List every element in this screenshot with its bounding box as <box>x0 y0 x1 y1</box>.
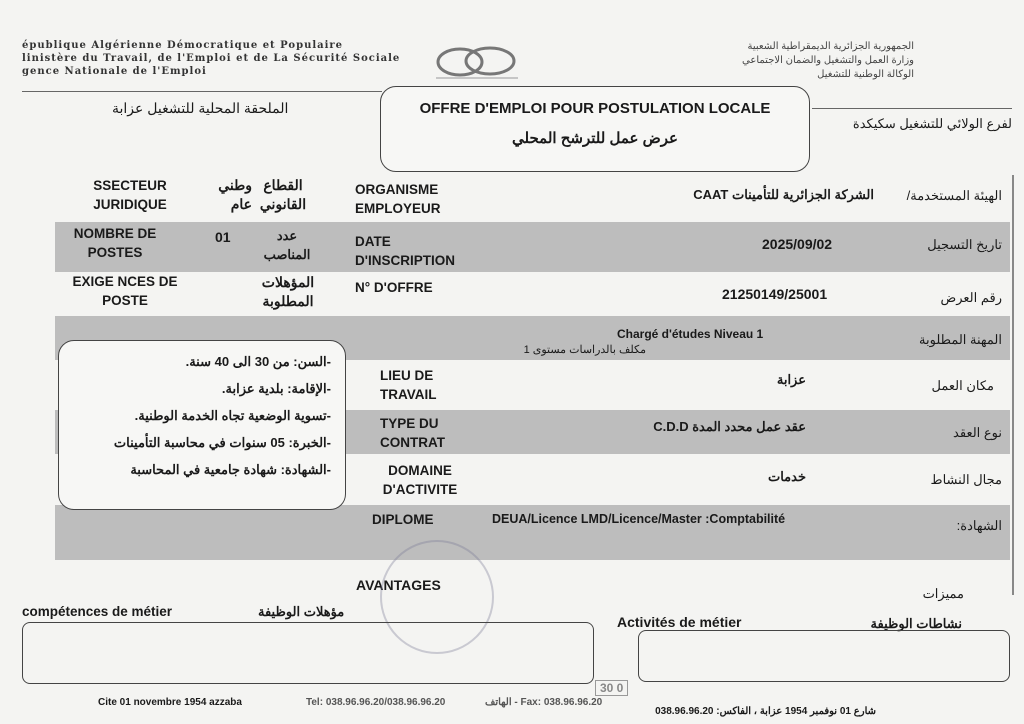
requirement-item: -الإقامة: بلدية عزابة. <box>221 381 331 396</box>
requirements-box <box>58 340 346 510</box>
organisme-value: الشركة الجزائرية للتأمينات CAAT <box>693 187 874 202</box>
domaine-label: DOMAINE D'ACTIVITE <box>382 463 458 497</box>
secteur-value: وطني عام <box>218 177 252 212</box>
secteur-label: SSECTEUR JURIDIQUE <box>93 178 167 212</box>
offre-label: N° D'OFFRE <box>355 280 433 295</box>
header-fr-line-3: gence Nationale de l'Emploi <box>22 66 207 77</box>
avantages-ar: مميزات <box>922 586 964 601</box>
diplome-value: DEUA/Licence LMD/Licence/Master :Comptabilité <box>492 512 786 526</box>
date-value: 2025/09/02 <box>762 236 833 252</box>
band <box>55 222 1010 272</box>
footer-tel: Tel: 038.96.96.20/038.96.96.20 <box>306 697 446 708</box>
footer-fax: الهاتف - Fax: 038.96.96.20 <box>485 697 603 708</box>
competences-ar: مؤهلات الوظيفة <box>258 604 345 619</box>
border <box>1012 175 1014 595</box>
divider <box>812 108 1012 109</box>
domaine-value: خدمات <box>767 469 806 484</box>
domaine-ar: مجال النشاط <box>930 472 1002 487</box>
secteur-ar: القطاع القانوني <box>259 177 307 212</box>
metier-ar: المهنة المطلوبة <box>919 332 1002 347</box>
postes-label: NOMBRE DE POSTES <box>73 226 157 260</box>
competences-box <box>22 622 594 684</box>
contrat-label: TYPE DU CONTRAT <box>380 416 445 450</box>
contrat-value: عقد عمل محدد المدة C.D.D <box>653 419 806 434</box>
title-ar: عرض عمل للترشح المحلي <box>512 130 678 147</box>
header-ar-line-1: الجمهورية الجزائرية الديمقراطية الشعبية <box>747 41 914 52</box>
postes-value: 01 <box>215 229 231 245</box>
requirement-item: -تسوية الوضعية تجاه الخدمة الوطنية. <box>134 408 331 423</box>
date-label: DATE D'INSCRIPTION <box>355 234 455 268</box>
organisme-label: ORGANISME EMPLOYEUR <box>355 182 441 216</box>
divider <box>22 91 382 92</box>
header-ar-line-3: الوكالة الوطنية للتشغيل <box>817 69 914 80</box>
header-ar-line-2: وزارة العمل والتشغيل والضمان الاجتماعي <box>742 55 914 66</box>
local-agency-ar: الملحقة المحلية للتشغيل عزابة <box>112 100 289 116</box>
lieu-ar: مكان العمل <box>931 378 994 393</box>
title-box <box>380 86 810 172</box>
activites-ar: نشاطات الوظيفة <box>870 616 962 631</box>
activites-fr: Activités de métier <box>617 614 742 630</box>
offre-value: 21250149/25001 <box>722 286 828 302</box>
competences-fr: compétences de métier <box>22 604 173 619</box>
footer-address-ar: شارع 01 نوفمبر 1954 عزابة ، الفاكس: 038.96.96.20 <box>655 706 876 717</box>
footer-address-fr: Cite 01 novembre 1954 azzaba <box>98 697 242 708</box>
avantages-label: AVANTAGES <box>356 577 441 593</box>
exigences-label: EXIGE NCES DE POSTE <box>72 274 178 308</box>
stamp-number: 30 0 <box>595 680 628 696</box>
offre-ar: رقم العرض <box>940 290 1002 305</box>
postes-ar: عدد المناصب <box>263 228 311 262</box>
header-fr-line-2: linistère du Travail, de l'Emploi et de La Sécurité Sociale <box>22 53 401 64</box>
activites-box <box>638 630 1010 682</box>
requirement-item: -الشهادة: شهادة جامعية في المحاسبة <box>130 462 331 477</box>
lieu-label: LIEU DE TRAVAIL <box>380 368 437 402</box>
metier-value-ar: مكلف بالدراسات مستوى 1 <box>523 344 646 356</box>
diplome-ar: الشهادة: <box>956 518 1002 533</box>
lieu-value: عزابة <box>776 372 806 387</box>
contrat-ar: نوع العقد <box>953 425 1002 440</box>
diplome-label: DIPLOME <box>372 512 434 527</box>
header-fr-line-1: épublique Algérienne Démocratique et Populaire <box>22 40 344 51</box>
title-fr: OFFRE D'EMPLOI POUR POSTULATION LOCALE <box>419 100 771 117</box>
branch-agency-ar: لفرع الولائي للتشغيل سكيكدة <box>852 116 1012 131</box>
anem-logo <box>432 44 522 80</box>
requirement-item: -الخبرة: 05 سنوات في محاسبة التأمينات <box>113 435 331 450</box>
metier-value-fr: Chargé d'études Niveau 1 <box>617 327 764 341</box>
requirement-item: -السن: من 30 الى 40 سنة. <box>185 354 331 369</box>
date-ar: تاريخ التسجيل <box>927 237 1002 252</box>
exigences-ar: المؤهلات المطلوبة <box>261 274 315 309</box>
organisme-ar: الهيئة المستخدمة/ <box>906 188 1002 203</box>
